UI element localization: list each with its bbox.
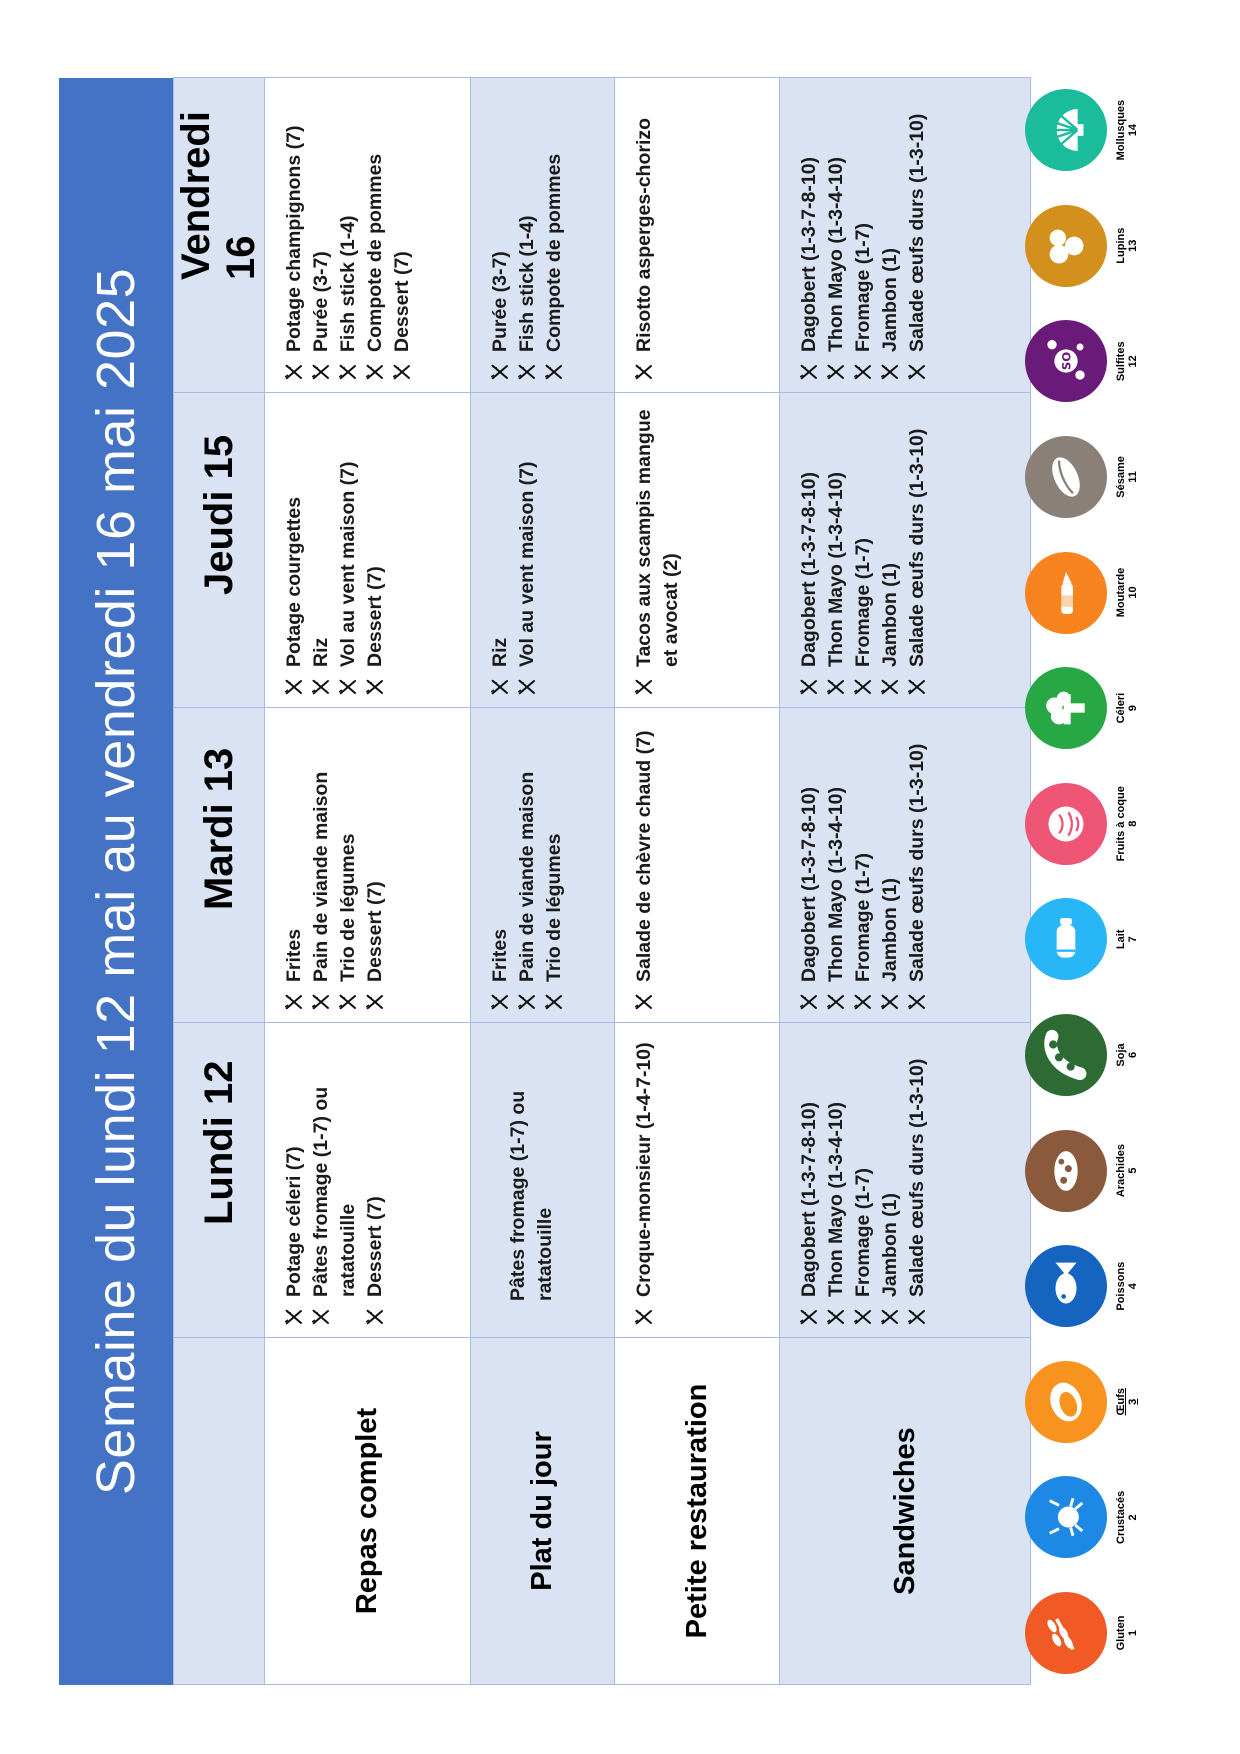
dish-name: Dagobert (1-3-7-8-10) <box>798 1101 820 1297</box>
cutlery-icon <box>491 994 509 1010</box>
cutlery-icon <box>854 1309 872 1325</box>
cutlery-icon <box>827 364 845 380</box>
allergen-name: Sulfites <box>1115 341 1127 382</box>
allergen-disc <box>1025 898 1107 980</box>
dish-item <box>877 1035 904 1327</box>
dish-item <box>335 720 362 1012</box>
dish-name: Salade de chèvre chaud (7) <box>633 730 655 982</box>
egg-icon <box>1038 1374 1094 1430</box>
menu-cell <box>265 78 471 393</box>
dish-name: Dagobert (1-3-7-8-10) <box>798 156 820 352</box>
dish-item <box>823 90 850 382</box>
cutlery-icon <box>285 994 303 1010</box>
allergen-item <box>1025 78 1185 182</box>
cutlery-icon <box>339 364 357 380</box>
cutlery-icon <box>908 1309 926 1325</box>
dish-name: Salade œufs durs (1-3-10) <box>906 113 928 352</box>
dish-item <box>281 1035 308 1327</box>
allergen-number: 5 <box>1127 1167 1139 1174</box>
allergen-item <box>1025 1119 1185 1223</box>
row-repas-complet <box>265 78 471 1685</box>
allergen-name: Lait <box>1115 929 1127 950</box>
allergen-label <box>1115 1491 1139 1544</box>
dish-name: Compote de pommes <box>364 153 386 352</box>
cutlery-icon <box>908 679 926 695</box>
allergen-item <box>1025 541 1185 645</box>
dish-item <box>487 90 514 382</box>
lupin-icon <box>1038 218 1094 274</box>
dish-name: Dagobert (1-3-7-8-10) <box>798 471 820 667</box>
allergen-name: Arachides <box>1115 1143 1127 1198</box>
cutlery-icon <box>827 994 845 1010</box>
cutlery-icon <box>635 994 653 1010</box>
menu-cell <box>265 1023 471 1338</box>
allergen-name: Sésame <box>1115 456 1127 498</box>
dish-name: Potage courgettes <box>283 496 305 667</box>
dish-list <box>796 90 931 382</box>
dish-name: Salade œufs durs (1-3-10) <box>906 743 928 982</box>
allergen-number: 10 <box>1127 586 1139 599</box>
menu-cell <box>265 393 471 708</box>
menu-cell <box>780 1023 1031 1338</box>
dish-item <box>631 405 685 697</box>
menu-cell <box>780 78 1031 393</box>
cutlery-icon <box>518 994 536 1010</box>
dish-item <box>487 405 514 697</box>
dish-list <box>796 720 931 1012</box>
dish-item <box>631 720 658 1012</box>
allergen-number: 6 <box>1127 1051 1139 1059</box>
svg-text:SO: SO <box>1059 352 1074 371</box>
dish-item <box>796 720 823 1012</box>
dish-name: Croque-monsieur (1-4-7-10) <box>633 1042 655 1297</box>
dish-item <box>796 90 823 382</box>
day-header: Vendredi 16 <box>174 78 265 393</box>
dish-list <box>796 1035 931 1327</box>
day-header: Jeudi 15 <box>174 393 265 708</box>
dish-name: Pain de viande maison <box>516 771 538 982</box>
allergen-label <box>1115 1262 1139 1311</box>
dish-item <box>389 90 416 382</box>
cutlery-icon <box>285 364 303 380</box>
dish-item <box>281 720 308 1012</box>
allergen-label <box>1115 228 1139 264</box>
dish-name: Thon Mayo (1-3-4-10) <box>825 786 847 982</box>
allergen-item <box>1025 887 1185 991</box>
category-label: Plat du jour <box>471 1338 615 1685</box>
allergen-name: Gluten <box>1115 1615 1127 1651</box>
dish-list <box>281 720 389 1012</box>
allergen-item <box>1025 1581 1185 1685</box>
cutlery-icon <box>635 364 653 380</box>
dish-item <box>796 1035 823 1327</box>
cutlery-icon <box>518 679 536 695</box>
menu-cell <box>615 1023 780 1338</box>
dish-item <box>541 90 568 382</box>
dish-list <box>281 90 416 382</box>
day-header-row <box>174 78 265 1685</box>
dish-name: Riz <box>310 637 332 667</box>
dish-item <box>877 405 904 697</box>
row-petite-restauration <box>615 78 780 1685</box>
dish-list <box>281 405 389 697</box>
cutlery-icon <box>312 994 330 1010</box>
dish-item <box>308 720 335 1012</box>
category-label: Sandwiches <box>780 1338 1031 1685</box>
menu-cell <box>615 78 780 393</box>
cutlery-icon <box>800 1309 818 1325</box>
celery-icon <box>1038 680 1094 736</box>
dish-name: Dessert (7) <box>391 251 413 352</box>
dish-item <box>904 720 931 1012</box>
dish-item <box>850 720 877 1012</box>
dish-name: Fish stick (1-4) <box>516 215 538 352</box>
cutlery-icon <box>491 679 509 695</box>
wheat-icon <box>1038 1605 1094 1661</box>
allergen-number: 4 <box>1127 1283 1139 1290</box>
menu-cell <box>780 393 1031 708</box>
dish-name: Purée (3-7) <box>310 251 332 352</box>
dish-name: Potage céleri (7) <box>283 1146 305 1297</box>
dish-item <box>904 90 931 382</box>
nut-icon <box>1038 796 1094 852</box>
dish-name: Frites <box>283 928 305 982</box>
dish-item <box>281 405 308 697</box>
allergen-number: 12 <box>1127 355 1139 368</box>
cutlery-icon <box>854 364 872 380</box>
dish-item <box>362 1035 389 1327</box>
allergen-item <box>1025 1465 1185 1569</box>
allergen-disc <box>1025 1361 1107 1443</box>
allergen-label <box>1115 341 1139 381</box>
dish-name: Fromage (1-7) <box>852 1168 874 1297</box>
menu-cell <box>471 393 615 708</box>
cutlery-icon <box>881 1309 899 1325</box>
allergen-number: 7 <box>1127 936 1139 943</box>
cutlery-icon <box>545 364 563 380</box>
dish-name: Purée (3-7) <box>489 251 511 352</box>
cutlery-icon <box>312 364 330 380</box>
allergen-name: Crustacés <box>1115 1490 1127 1544</box>
cutlery-icon <box>881 679 899 695</box>
dish-item <box>487 720 514 1012</box>
dish-item <box>631 90 658 382</box>
allergen-item <box>1025 772 1185 876</box>
dish-item <box>335 90 362 382</box>
cutlery-icon <box>635 1309 653 1325</box>
dish-list <box>631 1035 658 1327</box>
allergen-disc <box>1025 1476 1107 1558</box>
menu-cell <box>265 708 471 1023</box>
dish-name: Jambon (1) <box>879 1192 901 1297</box>
cutlery-icon <box>800 679 818 695</box>
dish-name: Trio de légumes <box>543 833 565 982</box>
menu-cell <box>471 78 615 393</box>
allergen-name: Poissons <box>1115 1261 1127 1311</box>
cutlery-icon <box>339 679 357 695</box>
dish-item <box>850 90 877 382</box>
allergen-disc <box>1025 320 1107 402</box>
allergen-disc <box>1025 1245 1107 1327</box>
cutlery-icon <box>518 364 536 380</box>
header-corner <box>174 1338 265 1685</box>
sesame-icon <box>1038 449 1094 505</box>
dish-item <box>823 405 850 697</box>
allergen-item <box>1025 1003 1185 1107</box>
dish-name: Thon Mayo (1-3-4-10) <box>825 471 847 667</box>
allergen-item <box>1025 1234 1185 1338</box>
mustard-icon <box>1038 565 1094 621</box>
dish-name: Vol au vent maison (7) <box>516 461 538 667</box>
menu-cell <box>471 1023 615 1338</box>
allergen-label <box>1115 1043 1139 1066</box>
dish-item <box>514 90 541 382</box>
cutlery-icon <box>366 1309 384 1325</box>
allergen-number: 3 <box>1127 1398 1139 1405</box>
peanut-icon <box>1038 1143 1094 1199</box>
dish-item <box>362 90 389 382</box>
dish-item: Pâtes fromage (1-7) ou ratatouille <box>507 1090 556 1301</box>
allergen-number: 9 <box>1127 705 1139 712</box>
cutlery-icon <box>366 994 384 1010</box>
cutlery-icon <box>881 994 899 1010</box>
allergen-name: Céleri <box>1115 692 1127 724</box>
menu-table <box>173 77 1031 1685</box>
cutlery-icon <box>312 679 330 695</box>
allergen-label <box>1115 693 1139 724</box>
dish-name: Trio de légumes <box>337 833 359 982</box>
allergen-label <box>1115 1388 1139 1416</box>
dish-item <box>823 1035 850 1327</box>
dish-name: Fish stick (1-4) <box>337 215 359 352</box>
dish-name: Frites <box>489 928 511 982</box>
shell-icon <box>1038 102 1094 158</box>
cutlery-icon <box>854 679 872 695</box>
category-label: Petite restauration <box>615 1338 780 1685</box>
allergen-name: Fruits à coque <box>1115 786 1127 862</box>
dish-name: Jambon (1) <box>879 247 901 352</box>
sulphite-icon <box>1038 333 1094 389</box>
allergen-disc <box>1025 1014 1107 1096</box>
dish-name: Fromage (1-7) <box>852 538 874 667</box>
menu-cell <box>615 393 780 708</box>
menu-cell <box>471 708 615 1023</box>
dish-list <box>631 405 685 697</box>
dish-item <box>362 405 389 697</box>
cutlery-icon <box>491 364 509 380</box>
cutlery-icon <box>285 679 303 695</box>
dish-item <box>514 405 541 697</box>
dish-name: Jambon (1) <box>879 562 901 667</box>
dish-name: Dessert (7) <box>364 566 386 667</box>
allergen-disc <box>1025 1592 1107 1674</box>
allergen-item <box>1025 656 1185 760</box>
dish-name: Salade œufs durs (1-3-10) <box>906 1058 928 1297</box>
allergen-disc <box>1025 436 1107 518</box>
allergen-number: 14 <box>1127 123 1139 137</box>
dish-item <box>308 405 335 697</box>
dish-name: Dessert (7) <box>364 881 386 982</box>
cutlery-icon <box>881 364 899 380</box>
milk-icon <box>1038 911 1094 967</box>
dish-item <box>308 90 335 382</box>
dish-name: Vol au vent maison (7) <box>337 461 359 667</box>
dish-name: Riz <box>489 637 511 667</box>
cutlery-icon <box>800 994 818 1010</box>
dish-item <box>362 720 389 1012</box>
dish-name: Jambon (1) <box>879 877 901 982</box>
allergen-label <box>1115 930 1139 950</box>
dish-name: Salade œufs durs (1-3-10) <box>906 428 928 667</box>
dish-item <box>631 1035 658 1327</box>
dish-list <box>487 720 568 1012</box>
dish-item <box>796 405 823 697</box>
page-title: Semaine du lundi 12 mai au vendredi 16 mai 2025 <box>86 267 146 1496</box>
cutlery-icon <box>854 994 872 1010</box>
cutlery-icon <box>827 679 845 695</box>
dish-list <box>281 1035 389 1327</box>
dish-name: Fromage (1-7) <box>852 853 874 982</box>
allergen-item <box>1025 194 1185 298</box>
dish-name: Thon Mayo (1-3-4-10) <box>825 1101 847 1297</box>
fish-icon <box>1038 1258 1094 1314</box>
allergen-label <box>1115 786 1139 861</box>
allergen-number: 8 <box>1127 820 1139 827</box>
cutlery-icon <box>635 679 653 695</box>
allergen-number: 2 <box>1127 1514 1139 1521</box>
allergen-disc <box>1025 205 1107 287</box>
allergen-number: 1 <box>1127 1629 1139 1637</box>
allergen-name: Soja <box>1115 1043 1127 1067</box>
allergen-label <box>1115 1144 1139 1197</box>
dish-name: Risotto asperges-chorizo <box>633 117 655 352</box>
allergen-disc <box>1025 89 1107 171</box>
allergen-disc <box>1025 783 1107 865</box>
dish-list <box>631 720 658 1012</box>
category-label: Repas complet <box>265 1338 471 1685</box>
dish-name: Tacos aux scampis mangue et avocat (2) <box>633 409 682 667</box>
allergen-label <box>1115 1616 1139 1651</box>
day-header: Mardi 13 <box>174 708 265 1023</box>
allergen-label <box>1115 100 1139 161</box>
dish-item <box>877 720 904 1012</box>
dish-name: Dessert (7) <box>364 1196 386 1297</box>
menu-cell <box>615 708 780 1023</box>
dish-list <box>487 90 568 382</box>
dish-item <box>335 405 362 697</box>
allergen-item <box>1025 309 1185 413</box>
allergen-item <box>1025 425 1185 529</box>
dish-name: Compote de pommes <box>543 153 565 352</box>
soy-icon <box>1038 1027 1094 1083</box>
cutlery-icon <box>366 364 384 380</box>
allergen-number: 11 <box>1127 471 1139 483</box>
allergen-label <box>1115 456 1139 498</box>
dish-name: Pâtes fromage (1-7) ou ratatouille <box>310 1086 359 1297</box>
dish-item <box>904 1035 931 1327</box>
dish-item <box>541 720 568 1012</box>
dish-item <box>514 720 541 1012</box>
day-header: Lundi 12 <box>174 1023 265 1338</box>
allergen-name: Œufs <box>1115 1388 1127 1416</box>
allergen-number: 13 <box>1127 239 1139 252</box>
allergen-name: Moutarde <box>1115 567 1127 618</box>
dish-list <box>631 90 658 382</box>
allergen-label <box>1115 568 1139 618</box>
cutlery-icon <box>339 994 357 1010</box>
dish-item <box>850 1035 877 1327</box>
cutlery-icon <box>312 1309 330 1325</box>
cutlery-icon <box>285 1309 303 1325</box>
dish-name: Dagobert (1-3-7-8-10) <box>798 786 820 982</box>
dish-item <box>281 90 308 382</box>
dish-list <box>796 405 931 697</box>
allergen-item <box>1025 1350 1185 1454</box>
crab-icon <box>1038 1489 1094 1545</box>
cutlery-icon <box>545 994 563 1010</box>
allergen-name: Mollusques <box>1115 99 1127 161</box>
dish-item <box>877 90 904 382</box>
allergen-name: Lupins <box>1115 227 1127 264</box>
cutlery-icon <box>366 679 384 695</box>
title-band <box>59 78 173 1685</box>
row-plat-du-jour <box>471 78 615 1685</box>
cutlery-icon <box>800 364 818 380</box>
row-sandwiches <box>780 78 1031 1685</box>
dish-item <box>308 1035 362 1327</box>
dish-item <box>823 720 850 1012</box>
dish-item <box>904 405 931 697</box>
cutlery-icon <box>393 364 411 380</box>
menu-cell <box>780 708 1031 1023</box>
cutlery-icon <box>908 994 926 1010</box>
dish-name: Fromage (1-7) <box>852 223 874 352</box>
cutlery-icon <box>827 1309 845 1325</box>
dish-name: Thon Mayo (1-3-4-10) <box>825 156 847 352</box>
allergen-disc <box>1025 552 1107 634</box>
allergen-disc <box>1025 667 1107 749</box>
dish-list <box>487 405 541 697</box>
dish-item <box>850 405 877 697</box>
allergen-disc <box>1025 1130 1107 1212</box>
dish-name: Pain de viande maison <box>310 771 332 982</box>
dish-name: Potage champignons (7) <box>283 125 305 352</box>
allergen-legend <box>1025 78 1185 1685</box>
cutlery-icon <box>908 364 926 380</box>
